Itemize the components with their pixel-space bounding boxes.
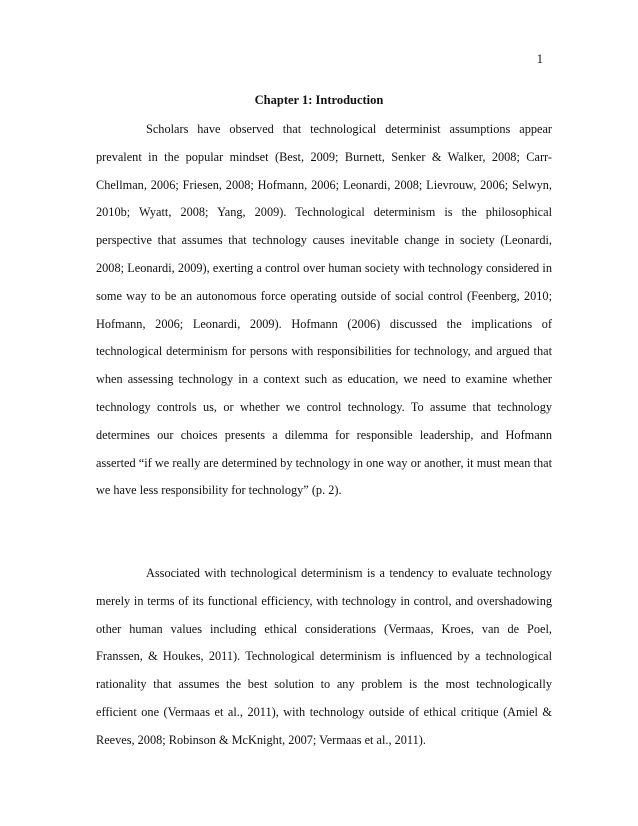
body-section-2 <box>96 560 552 755</box>
page-number: 1 <box>536 52 543 66</box>
chapter-title: Chapter 1: Introduction <box>254 93 384 107</box>
body-section-1 <box>96 116 552 505</box>
paragraph-1: Scholars have observed that technological determinist assumptions appear prevalent in the popular mindset (Best, 2009; Burnett, Senker & Walker, 2008; Carr-Chellman, 2006; Friesen, 2008; Hofmann, 2006; Leonardi, 2008; Lievrouw, 2006; Selwyn, 2010b; Wyatt, 2008; Yang, 2009). Technological determinism is the philosophical perspective that assumes that technology causes inevitable change in society (Leonardi, 2008; Leonardi, 2009), exerting a control over human society with technology considered in some way to be an autonomous force operating outside of social control (Feenberg, 2010; Hofmann, 2006; Leonardi, 2009). Hofmann (2006) discussed the implications of technological determinism for persons with responsibilities for technology, and argued that when assessing technology in a context such as education, we need to examine whether technology controls us, or whether we control technology. To assume that technology determines our choices presents a dilemma for responsible leadership, and Hofmann asserted “if we really are determined by technology in one way or another, it must mean that we have less responsibility for technology” (p. 2). <box>96 122 552 498</box>
paragraph-2: Associated with technological determinism is a tendency to evaluate technology merely in terms of its functional efficiency, with technology in control, and overshadowing other human values including ethical considerations (Vermaas, Kroes, van de Poel, Franssen, & Houkes, 2011). Technological determinism is influenced by a technological rationality that assumes the best solution to any problem is the most technologically efficient one (Vermaas et al., 2011), with technology outside of ethical critique (Amiel & Reeves, 2008; Robinson & McKnight, 2007; Vermaas et al., 2011). <box>96 566 552 747</box>
